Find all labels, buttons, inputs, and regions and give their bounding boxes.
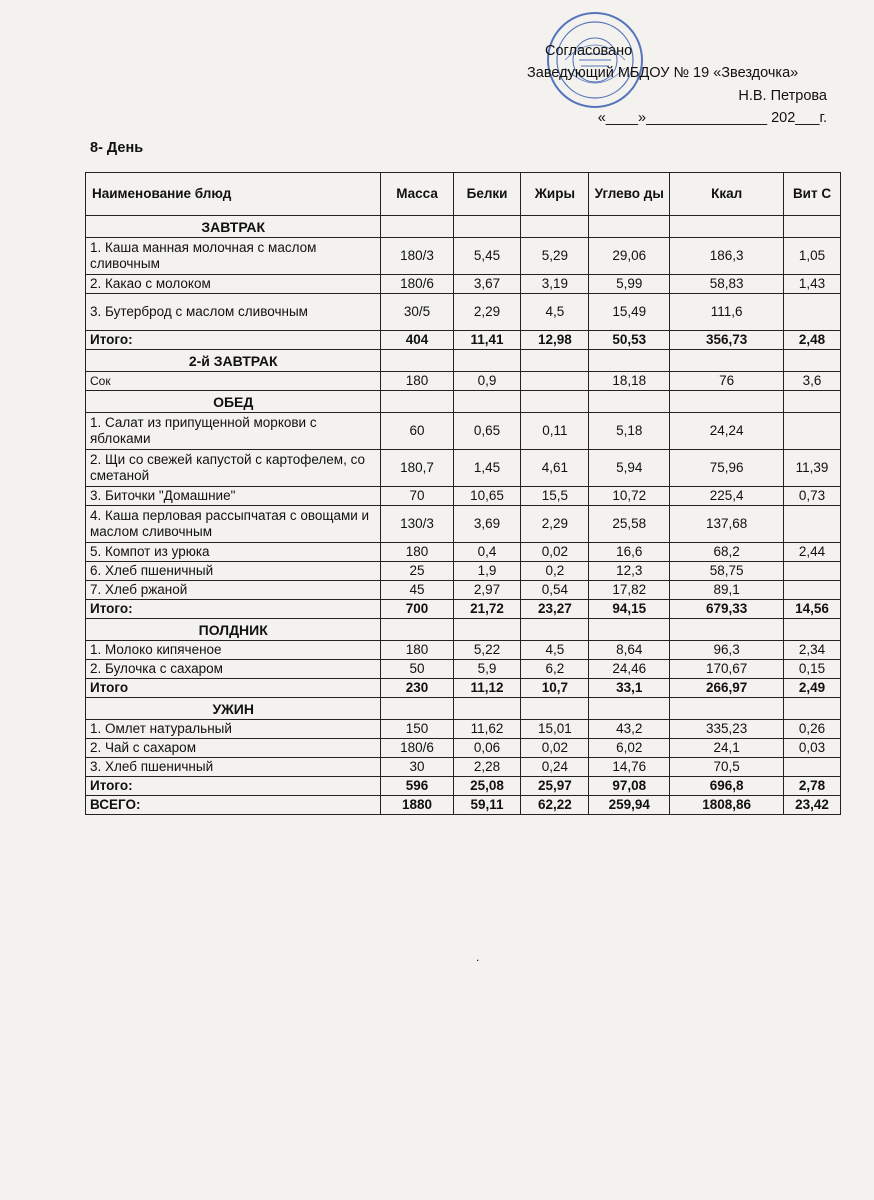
mass-cell: 700	[381, 600, 453, 619]
vitc-cell	[784, 562, 841, 581]
kcal-cell: 679,33	[670, 600, 784, 619]
empty-cell	[381, 619, 453, 641]
fats-cell: 0,11	[521, 413, 589, 450]
vitc-cell: 1,43	[784, 275, 841, 294]
dish-name-cell: 2. Булочка с сахаром	[86, 660, 381, 679]
section-row	[86, 698, 841, 720]
table-header-row	[86, 173, 841, 216]
section-row	[86, 619, 841, 641]
mass-cell: 180	[381, 641, 453, 660]
carbs-cell: 6,02	[589, 739, 670, 758]
carbs-cell: 24,46	[589, 660, 670, 679]
empty-cell	[784, 619, 841, 641]
carbs-cell: 18,18	[589, 372, 670, 391]
carbs-cell: 94,15	[589, 600, 670, 619]
section-breakfast: ЗАВТРАК	[86, 216, 381, 238]
carbs-cell: 97,08	[589, 777, 670, 796]
kcal-cell: 137,68	[670, 506, 784, 543]
header-mass: Масса	[381, 173, 453, 216]
footer-mark: .	[476, 950, 480, 964]
empty-cell	[670, 350, 784, 372]
empty-cell	[589, 350, 670, 372]
carbs-cell: 5,18	[589, 413, 670, 450]
fats-cell: 12,98	[521, 331, 589, 350]
kcal-cell: 96,3	[670, 641, 784, 660]
vitc-cell: 0,73	[784, 487, 841, 506]
fats-cell: 4,5	[521, 294, 589, 331]
section-row	[86, 391, 841, 413]
carbs-cell: 17,82	[589, 581, 670, 600]
empty-cell	[453, 216, 521, 238]
empty-cell	[784, 216, 841, 238]
fats-cell: 4,61	[521, 450, 589, 487]
proteins-cell: 5,9	[453, 660, 521, 679]
table-row	[86, 758, 841, 777]
grand-total-row	[86, 796, 841, 815]
table-row	[86, 562, 841, 581]
dish-name-cell: 2. Щи со свежей капустой с картофелем, со сметаной	[86, 450, 381, 487]
dish-name-cell: 5. Компот из урюка	[86, 543, 381, 562]
table-row	[86, 372, 841, 391]
approval-date-line	[527, 107, 827, 129]
vitc-cell: 2,44	[784, 543, 841, 562]
mass-cell: 1880	[381, 796, 453, 815]
carbs-cell: 15,49	[589, 294, 670, 331]
dish-name-cell: Итого:	[86, 331, 381, 350]
vitc-cell: 11,39	[784, 450, 841, 487]
vitc-cell	[784, 581, 841, 600]
header-carbs: Углево ды	[589, 173, 670, 216]
empty-cell	[521, 698, 589, 720]
approval-date-blank: «____»_______________	[597, 110, 768, 127]
dish-name-cell: Итого:	[86, 600, 381, 619]
fats-cell: 5,29	[521, 238, 589, 275]
fats-cell: 0,24	[521, 758, 589, 777]
mass-cell: 404	[381, 331, 453, 350]
kcal-cell: 58,75	[670, 562, 784, 581]
proteins-cell: 1,9	[453, 562, 521, 581]
section-breakfast2: 2-й ЗАВТРАК	[86, 350, 381, 372]
dish-name-cell: ВСЕГО:	[86, 796, 381, 815]
mass-cell: 596	[381, 777, 453, 796]
kcal-cell: 696,8	[670, 777, 784, 796]
mass-cell: 150	[381, 720, 453, 739]
mass-cell: 70	[381, 487, 453, 506]
mass-cell: 50	[381, 660, 453, 679]
total-row	[86, 679, 841, 698]
empty-cell	[521, 216, 589, 238]
fats-cell	[521, 372, 589, 391]
section-row	[86, 216, 841, 238]
fats-cell: 0,02	[521, 739, 589, 758]
table-row	[86, 450, 841, 487]
proteins-cell: 0,06	[453, 739, 521, 758]
day-title: 8- День	[90, 140, 144, 156]
total-row	[86, 331, 841, 350]
mass-cell: 180	[381, 372, 453, 391]
kcal-cell: 111,6	[670, 294, 784, 331]
vitc-cell: 3,6	[784, 372, 841, 391]
fats-cell: 62,22	[521, 796, 589, 815]
carbs-cell: 5,94	[589, 450, 670, 487]
dish-name-cell: 4. Каша перловая рассыпчатая с овощами и маслом сливочным	[86, 506, 381, 543]
proteins-cell: 11,62	[453, 720, 521, 739]
dish-name-cell: 3. Хлеб пшеничный	[86, 758, 381, 777]
total-row	[86, 777, 841, 796]
carbs-cell: 14,76	[589, 758, 670, 777]
dish-name-cell: 7. Хлеб ржаной	[86, 581, 381, 600]
fats-cell: 0,2	[521, 562, 589, 581]
table-row	[86, 660, 841, 679]
dish-name-cell: 2. Чай с сахаром	[86, 739, 381, 758]
dish-name-cell: Итого	[86, 679, 381, 698]
carbs-cell: 50,53	[589, 331, 670, 350]
empty-cell	[453, 619, 521, 641]
kcal-cell: 89,1	[670, 581, 784, 600]
mass-cell: 180,7	[381, 450, 453, 487]
carbs-cell: 33,1	[589, 679, 670, 698]
carbs-cell: 8,64	[589, 641, 670, 660]
carbs-cell: 10,72	[589, 487, 670, 506]
empty-cell	[381, 216, 453, 238]
table-row	[86, 413, 841, 450]
kcal-cell: 225,4	[670, 487, 784, 506]
table-row	[86, 543, 841, 562]
mass-cell: 30	[381, 758, 453, 777]
fats-cell: 23,27	[521, 600, 589, 619]
empty-cell	[453, 350, 521, 372]
table-row	[86, 506, 841, 543]
vitc-cell: 2,49	[784, 679, 841, 698]
proteins-cell: 5,22	[453, 641, 521, 660]
mass-cell: 230	[381, 679, 453, 698]
header-name: Наименование блюд	[86, 173, 381, 216]
header-fats: Жиры	[521, 173, 589, 216]
approval-block	[527, 40, 827, 130]
proteins-cell: 25,08	[453, 777, 521, 796]
mass-cell: 180/6	[381, 275, 453, 294]
vitc-cell	[784, 758, 841, 777]
empty-cell	[784, 698, 841, 720]
empty-cell	[521, 391, 589, 413]
empty-cell	[381, 350, 453, 372]
fats-cell: 15,5	[521, 487, 589, 506]
approval-name: Н.В. Петрова	[738, 87, 827, 104]
approval-heading: Согласовано	[545, 43, 633, 59]
empty-cell	[453, 391, 521, 413]
proteins-cell: 11,12	[453, 679, 521, 698]
proteins-cell: 3,69	[453, 506, 521, 543]
approval-date-year: 202___г.	[771, 110, 827, 127]
fats-cell: 15,01	[521, 720, 589, 739]
proteins-cell: 1,45	[453, 450, 521, 487]
table-row	[86, 487, 841, 506]
empty-cell	[784, 391, 841, 413]
vitc-cell: 14,56	[784, 600, 841, 619]
kcal-cell: 24,24	[670, 413, 784, 450]
mass-cell: 25	[381, 562, 453, 581]
carbs-cell: 43,2	[589, 720, 670, 739]
empty-cell	[589, 391, 670, 413]
vitc-cell: 2,48	[784, 331, 841, 350]
fats-cell: 4,5	[521, 641, 589, 660]
approval-signature-line	[527, 85, 827, 107]
fats-cell: 10,7	[521, 679, 589, 698]
dish-name-cell: 2. Какао с молоком	[86, 275, 381, 294]
empty-cell	[784, 350, 841, 372]
proteins-cell: 0,9	[453, 372, 521, 391]
table-row	[86, 581, 841, 600]
kcal-cell: 186,3	[670, 238, 784, 275]
proteins-cell: 2,97	[453, 581, 521, 600]
kcal-cell: 335,23	[670, 720, 784, 739]
vitc-cell: 2,78	[784, 777, 841, 796]
empty-cell	[521, 350, 589, 372]
vitc-cell: 0,03	[784, 739, 841, 758]
vitc-cell	[784, 506, 841, 543]
carbs-cell: 25,58	[589, 506, 670, 543]
total-row	[86, 600, 841, 619]
section-dinner: УЖИН	[86, 698, 381, 720]
section-lunch: ОБЕД	[86, 391, 381, 413]
dish-name-cell: 3. Биточки "Домашние"	[86, 487, 381, 506]
carbs-cell: 259,94	[589, 796, 670, 815]
dish-name-cell: 1. Каша манная молочная с маслом сливочным	[86, 238, 381, 275]
proteins-cell: 3,67	[453, 275, 521, 294]
table-row	[86, 739, 841, 758]
menu-table	[85, 172, 841, 815]
mass-cell: 130/3	[381, 506, 453, 543]
dish-name-cell: 6. Хлеб пшеничный	[86, 562, 381, 581]
header-vitc: Вит С	[784, 173, 841, 216]
carbs-cell: 12,3	[589, 562, 670, 581]
kcal-cell: 356,73	[670, 331, 784, 350]
carbs-cell: 16,6	[589, 543, 670, 562]
mass-cell: 180/3	[381, 238, 453, 275]
mass-cell: 30/5	[381, 294, 453, 331]
proteins-cell: 21,72	[453, 600, 521, 619]
vitc-cell	[784, 294, 841, 331]
kcal-cell: 266,97	[670, 679, 784, 698]
proteins-cell: 2,28	[453, 758, 521, 777]
fats-cell: 25,97	[521, 777, 589, 796]
kcal-cell: 170,67	[670, 660, 784, 679]
empty-cell	[670, 698, 784, 720]
dish-name-cell: 3. Бутерброд с маслом сливочным	[86, 294, 381, 331]
table-row	[86, 294, 841, 331]
carbs-cell: 29,06	[589, 238, 670, 275]
fats-cell: 2,29	[521, 506, 589, 543]
table-row	[86, 720, 841, 739]
proteins-cell: 59,11	[453, 796, 521, 815]
dish-name-cell: 1. Салат из припущенной моркови с яблоками	[86, 413, 381, 450]
carbs-cell: 5,99	[589, 275, 670, 294]
kcal-cell: 76	[670, 372, 784, 391]
empty-cell	[589, 216, 670, 238]
approval-position: Заведующий МБДОУ № 19 «Звездочка»	[527, 65, 799, 82]
dish-name-cell: 1. Омлет натуральный	[86, 720, 381, 739]
empty-cell	[670, 391, 784, 413]
table-row	[86, 275, 841, 294]
proteins-cell: 2,29	[453, 294, 521, 331]
kcal-cell: 70,5	[670, 758, 784, 777]
empty-cell	[381, 391, 453, 413]
vitc-cell: 2,34	[784, 641, 841, 660]
kcal-cell: 1808,86	[670, 796, 784, 815]
kcal-cell: 24,1	[670, 739, 784, 758]
header-proteins: Белки	[453, 173, 521, 216]
proteins-cell: 11,41	[453, 331, 521, 350]
empty-cell	[670, 619, 784, 641]
fats-cell: 6,2	[521, 660, 589, 679]
vitc-cell: 0,15	[784, 660, 841, 679]
mass-cell: 180/6	[381, 739, 453, 758]
empty-cell	[589, 619, 670, 641]
mass-cell: 180	[381, 543, 453, 562]
proteins-cell: 10,65	[453, 487, 521, 506]
section-row	[86, 350, 841, 372]
kcal-cell: 75,96	[670, 450, 784, 487]
fats-cell: 0,54	[521, 581, 589, 600]
dish-name-cell: Итого:	[86, 777, 381, 796]
dish-name-cell: Сок	[86, 372, 381, 391]
proteins-cell: 5,45	[453, 238, 521, 275]
vitc-cell	[784, 413, 841, 450]
mass-cell: 60	[381, 413, 453, 450]
empty-cell	[521, 619, 589, 641]
table-row	[86, 238, 841, 275]
vitc-cell: 0,26	[784, 720, 841, 739]
vitc-cell: 23,42	[784, 796, 841, 815]
kcal-cell: 68,2	[670, 543, 784, 562]
empty-cell	[670, 216, 784, 238]
kcal-cell: 58,83	[670, 275, 784, 294]
dish-name-cell: 1. Молоко кипяченое	[86, 641, 381, 660]
table-row	[86, 641, 841, 660]
proteins-cell: 0,4	[453, 543, 521, 562]
empty-cell	[453, 698, 521, 720]
empty-cell	[589, 698, 670, 720]
fats-cell: 0,02	[521, 543, 589, 562]
section-snack: ПОЛДНИК	[86, 619, 381, 641]
vitc-cell: 1,05	[784, 238, 841, 275]
mass-cell: 45	[381, 581, 453, 600]
fats-cell: 3,19	[521, 275, 589, 294]
header-kcal: Ккал	[670, 173, 784, 216]
proteins-cell: 0,65	[453, 413, 521, 450]
empty-cell	[381, 698, 453, 720]
